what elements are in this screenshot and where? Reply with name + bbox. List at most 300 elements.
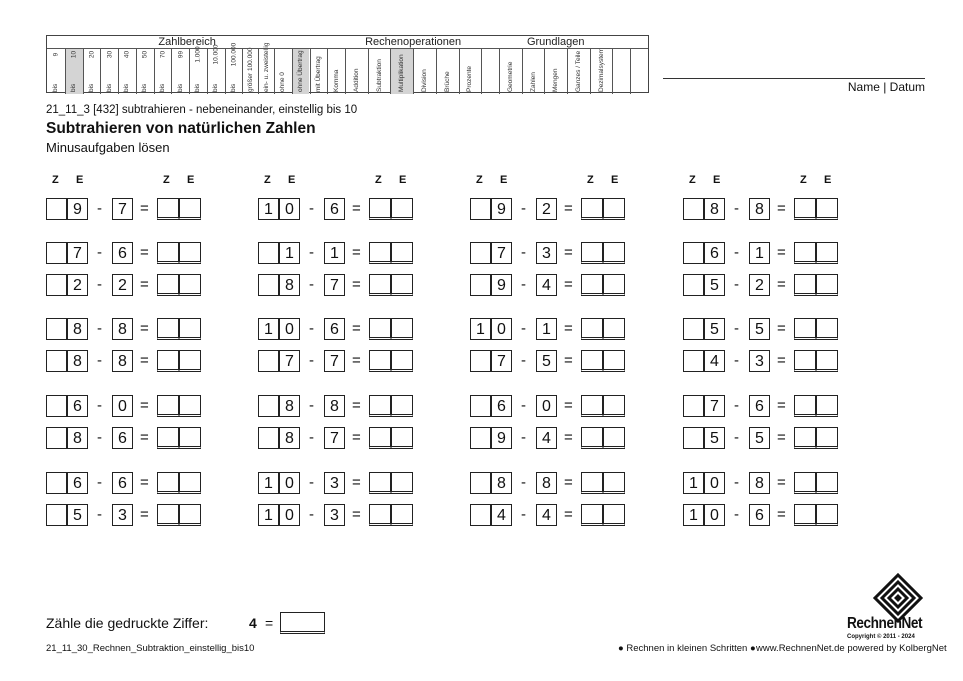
answer-tens-box[interactable] <box>794 242 816 264</box>
answer-ones-box[interactable] <box>816 318 838 340</box>
equals-sign: = <box>140 506 149 523</box>
answer-tens-box[interactable] <box>581 318 603 340</box>
subtrahend-box: 5 <box>536 350 557 372</box>
subtraction-exercise <box>470 242 630 266</box>
subtraction-exercise <box>470 318 630 342</box>
answer-tens-box[interactable] <box>157 274 179 296</box>
minuend-ones-box: 4 <box>491 504 512 526</box>
subtraction-exercise <box>683 350 843 374</box>
answer-tens-box[interactable] <box>157 395 179 417</box>
minuend-ones-box: 8 <box>491 472 512 494</box>
minuend-ones-box: 7 <box>67 242 88 264</box>
minuend-ones-box: 6 <box>67 472 88 494</box>
subtraction-exercise <box>258 504 418 528</box>
range-prefix: bis <box>87 83 95 92</box>
minuend-ones-box: 9 <box>491 274 512 296</box>
place-value-header: Z <box>264 174 271 186</box>
subtrahend-box: 0 <box>112 395 133 417</box>
worksheet-title: Subtrahieren von natürlichen Zahlen <box>46 120 316 137</box>
minus-sign: - <box>521 506 526 523</box>
subtrahend-box: 2 <box>536 198 557 220</box>
answer-tens-box[interactable] <box>794 427 816 449</box>
minuend-ones-box: 8 <box>279 395 300 417</box>
minuend-tens-box <box>46 198 67 220</box>
category-label: Dezimalsystem <box>597 47 605 92</box>
classification-column <box>413 48 436 94</box>
subtrahend-box: 5 <box>749 427 770 449</box>
classification-column <box>225 42 243 94</box>
range-prefix: bis <box>212 83 220 92</box>
subtrahend-box: 2 <box>749 274 770 296</box>
range-prefix: bis <box>123 83 131 92</box>
classification-column <box>171 48 189 94</box>
equals-sign: = <box>777 506 786 523</box>
place-value-header: Z <box>476 174 483 186</box>
minuend-ones-box: 8 <box>279 427 300 449</box>
minuend-ones-box: 5 <box>704 427 725 449</box>
answer-ones-box[interactable] <box>816 395 838 417</box>
minuend-ones-box: 0 <box>704 472 725 494</box>
group-header: Zahlbereich <box>158 36 216 48</box>
answer-ones-box[interactable] <box>603 242 625 264</box>
minuend-ones-box: 6 <box>704 242 725 264</box>
classification-column <box>100 48 118 94</box>
equals-sign: = <box>564 506 573 523</box>
answer-ones-box[interactable] <box>391 274 413 296</box>
subtraction-exercise <box>46 395 206 419</box>
minuend-tens-box <box>683 427 704 449</box>
subtrahend-box: 4 <box>536 504 557 526</box>
equals-sign: = <box>352 244 361 261</box>
subtraction-exercise <box>258 350 418 374</box>
subtrahend-box: 8 <box>536 472 557 494</box>
answer-ones-box[interactable] <box>391 395 413 417</box>
subtrahend-box: 3 <box>324 504 345 526</box>
answer-ones-box[interactable] <box>603 427 625 449</box>
count-label: Zähle die gedruckte Ziffer: <box>46 615 209 631</box>
subtrahend-box: 4 <box>536 427 557 449</box>
minus-sign: - <box>97 200 102 217</box>
answer-tens-box[interactable] <box>794 350 816 372</box>
answer-ones-box[interactable] <box>816 198 838 220</box>
equals-sign: = <box>777 200 786 217</box>
answer-ones-box[interactable] <box>603 318 625 340</box>
category-label: ohne Übertrag <box>297 50 305 92</box>
range-prefix: bis <box>176 83 184 92</box>
place-value-header: Z <box>800 174 807 186</box>
classification-column <box>567 48 590 94</box>
answer-tens-box[interactable] <box>369 274 391 296</box>
subtraction-exercise <box>683 198 843 222</box>
equals-sign: = <box>352 352 361 369</box>
answer-ones-box[interactable] <box>179 318 201 340</box>
answer-ones-box[interactable] <box>391 350 413 372</box>
answer-ones-box[interactable] <box>391 427 413 449</box>
subtrahend-box: 5 <box>749 318 770 340</box>
classification-column <box>154 48 172 94</box>
answer-ones-box[interactable] <box>391 198 413 220</box>
minuend-ones-box: 7 <box>704 395 725 417</box>
subtraction-exercise <box>470 395 630 419</box>
classification-column <box>612 48 630 94</box>
subtrahend-box: 1 <box>536 318 557 340</box>
minuend-ones-box: 9 <box>491 427 512 449</box>
subtrahend-box: 6 <box>749 504 770 526</box>
subtraction-exercise <box>46 350 206 374</box>
place-value-header: Z <box>163 174 170 186</box>
classification-column <box>345 48 368 94</box>
minuend-tens-box <box>683 274 704 296</box>
minuend-tens-box <box>470 395 491 417</box>
classification-column <box>544 48 567 94</box>
minuend-ones-box: 5 <box>704 274 725 296</box>
answer-ones-box[interactable] <box>816 472 838 494</box>
footer-site: www.RechnenNet.de powered by KolbergNet <box>756 643 947 654</box>
answer-ones-box[interactable] <box>179 504 201 526</box>
answer-ones-box[interactable] <box>816 350 838 372</box>
answer-ones-box[interactable] <box>816 242 838 264</box>
subtrahend-box: 8 <box>749 198 770 220</box>
minus-sign: - <box>309 397 314 414</box>
subtraction-exercise <box>683 274 843 298</box>
minus-sign: - <box>309 200 314 217</box>
category-label: ein- u. zweistellig <box>262 42 270 92</box>
category-label: Komma <box>332 69 340 92</box>
minus-sign: - <box>309 474 314 491</box>
category-label: Division <box>420 69 428 92</box>
subtraction-exercise <box>683 472 843 496</box>
minuend-tens-box <box>258 395 279 417</box>
subtrahend-box: 1 <box>749 242 770 264</box>
answer-tens-box[interactable] <box>369 504 391 526</box>
minus-sign: - <box>97 320 102 337</box>
classification-column <box>368 48 391 94</box>
answer-tens-box[interactable] <box>581 242 603 264</box>
category-label: Multiplikation <box>398 54 406 92</box>
equals-sign: = <box>564 352 573 369</box>
answer-tens-box[interactable] <box>369 198 391 220</box>
minuend-tens-box <box>470 274 491 296</box>
answer-tens-box[interactable] <box>581 472 603 494</box>
classification-column <box>459 48 482 94</box>
place-value-header: E <box>76 174 84 186</box>
count-answer-box[interactable] <box>280 612 325 634</box>
answer-tens-box[interactable] <box>369 395 391 417</box>
minus-sign: - <box>521 244 526 261</box>
minus-sign: - <box>734 474 739 491</box>
minus-sign: - <box>734 429 739 446</box>
minus-sign: - <box>521 474 526 491</box>
equals-sign: = <box>564 474 573 491</box>
minuend-tens-box <box>683 395 704 417</box>
category-label: Ganzes / Teile <box>574 50 582 92</box>
brand-name: RechnenNet <box>847 615 923 632</box>
answer-ones-box[interactable] <box>179 427 201 449</box>
minuend-tens-box: 1 <box>470 318 491 340</box>
minuend-ones-box: 5 <box>67 504 88 526</box>
equals-sign: = <box>564 276 573 293</box>
answer-ones-box[interactable] <box>391 472 413 494</box>
answer-tens-box[interactable] <box>581 395 603 417</box>
answer-tens-box[interactable] <box>369 427 391 449</box>
answer-ones-box[interactable] <box>179 350 201 372</box>
minuend-tens-box <box>470 427 491 449</box>
range-value: 9 <box>52 52 60 57</box>
answer-ones-box[interactable] <box>391 242 413 264</box>
minuend-ones-box: 9 <box>67 198 88 220</box>
subtrahend-box: 3 <box>749 350 770 372</box>
subtraction-exercise <box>683 242 843 266</box>
answer-tens-box[interactable] <box>157 427 179 449</box>
range-value: 50 <box>141 50 149 59</box>
classification-column <box>522 48 545 94</box>
subtrahend-box: 7 <box>324 350 345 372</box>
subtraction-exercise <box>258 242 418 266</box>
answer-tens-box[interactable] <box>369 242 391 264</box>
minuend-ones-box: 7 <box>279 350 300 372</box>
minus-sign: - <box>309 244 314 261</box>
subtrahend-box: 8 <box>749 472 770 494</box>
minuend-tens-box <box>46 504 67 526</box>
worksheet-code: 21_11_3 [432] subtrahieren - nebeneinander, einstellig bis 10 <box>46 104 358 116</box>
answer-tens-box[interactable] <box>794 472 816 494</box>
category-label: Zahlen <box>529 72 537 92</box>
classification-column <box>390 48 413 94</box>
equals-sign: = <box>140 429 149 446</box>
place-value-header: Z <box>587 174 594 186</box>
minuend-ones-box: 5 <box>704 318 725 340</box>
answer-ones-box[interactable] <box>603 274 625 296</box>
answer-tens-box[interactable] <box>157 504 179 526</box>
answer-ones-box[interactable] <box>816 504 838 526</box>
subtrahend-box: 3 <box>112 504 133 526</box>
classification-column <box>590 48 613 94</box>
minus-sign: - <box>521 429 526 446</box>
classification-column <box>118 48 136 94</box>
answer-ones-box[interactable] <box>179 274 201 296</box>
answer-tens-box[interactable] <box>581 504 603 526</box>
range-value: 10 <box>70 50 78 59</box>
classification-column <box>630 48 648 94</box>
minuend-tens-box <box>46 472 67 494</box>
range-value: 30 <box>106 50 114 59</box>
subtrahend-box: 3 <box>536 242 557 264</box>
worksheet-subtitle: Minusaufgaben lösen <box>46 140 170 155</box>
minuend-ones-box: 7 <box>491 350 512 372</box>
minuend-tens-box <box>470 350 491 372</box>
subtraction-exercise <box>470 350 630 374</box>
place-value-header: E <box>288 174 296 186</box>
answer-tens-box[interactable] <box>581 198 603 220</box>
minuend-ones-box: 8 <box>67 427 88 449</box>
minuend-ones-box: 6 <box>67 395 88 417</box>
range-value: 20 <box>88 50 96 59</box>
answer-tens-box[interactable] <box>794 318 816 340</box>
range-prefix: bis <box>230 83 237 92</box>
range-value: 40 <box>123 50 131 59</box>
answer-ones-box[interactable] <box>391 318 413 340</box>
subtraction-exercise <box>258 427 418 451</box>
answer-tens-box[interactable] <box>157 318 179 340</box>
answer-ones-box[interactable] <box>816 274 838 296</box>
answer-ones-box[interactable] <box>603 350 625 372</box>
classification-column <box>189 48 207 94</box>
range-prefix: bis <box>70 83 78 92</box>
equals-sign: = <box>564 397 573 414</box>
subtraction-exercise <box>46 242 206 266</box>
classification-column <box>207 44 225 94</box>
minus-sign: - <box>309 352 314 369</box>
header-divider <box>47 48 648 49</box>
place-value-header: E <box>187 174 195 186</box>
minuend-ones-box: 0 <box>279 472 300 494</box>
copyright: Copyright © 2011 - 2024 <box>847 634 915 640</box>
subtraction-exercise <box>470 198 630 222</box>
minus-sign: - <box>309 429 314 446</box>
minuend-tens-box <box>258 242 279 264</box>
classification-column <box>258 42 274 94</box>
minus-sign: - <box>97 397 102 414</box>
classification-column <box>136 48 154 94</box>
place-value-header: E <box>611 174 619 186</box>
answer-ones-box[interactable] <box>179 198 201 220</box>
minus-sign: - <box>97 429 102 446</box>
subtraction-exercise <box>46 427 206 451</box>
minuend-tens-box: 1 <box>258 472 279 494</box>
count-equals: = <box>265 615 274 631</box>
minuend-ones-box: 8 <box>279 274 300 296</box>
classification-column <box>47 48 65 94</box>
subtrahend-box: 2 <box>112 274 133 296</box>
answer-tens-box[interactable] <box>157 242 179 264</box>
minuend-tens-box: 1 <box>258 318 279 340</box>
answer-tens-box[interactable] <box>157 198 179 220</box>
answer-ones-box[interactable] <box>603 472 625 494</box>
category-label: Mengen <box>552 68 560 92</box>
equals-sign: = <box>564 244 573 261</box>
answer-ones-box[interactable] <box>603 504 625 526</box>
minuend-tens-box <box>46 350 67 372</box>
answer-tens-box[interactable] <box>581 274 603 296</box>
category-label: Prozente <box>466 65 474 92</box>
subtraction-exercise <box>470 504 630 528</box>
minuend-ones-box: 0 <box>704 504 725 526</box>
range-prefix: bis <box>158 83 166 92</box>
equals-sign: = <box>140 200 149 217</box>
place-value-header: E <box>713 174 721 186</box>
subtraction-exercise <box>46 504 206 528</box>
subtrahend-box: 7 <box>324 427 345 449</box>
equals-sign: = <box>352 429 361 446</box>
answer-ones-box[interactable] <box>603 395 625 417</box>
classification-table <box>46 35 649 93</box>
answer-ones-box[interactable] <box>391 504 413 526</box>
minus-sign: - <box>97 474 102 491</box>
minus-sign: - <box>734 244 739 261</box>
answer-ones-box[interactable] <box>603 198 625 220</box>
subtrahend-box: 8 <box>324 395 345 417</box>
minus-sign: - <box>521 320 526 337</box>
subtraction-exercise <box>470 427 630 451</box>
equals-sign: = <box>777 276 786 293</box>
answer-ones-box[interactable] <box>816 427 838 449</box>
category-label: größer 100.000 <box>246 47 254 92</box>
equals-sign: = <box>352 320 361 337</box>
subtraction-exercise <box>258 395 418 419</box>
equals-sign: = <box>564 429 573 446</box>
answer-tens-box[interactable] <box>581 350 603 372</box>
equals-sign: = <box>140 352 149 369</box>
minus-sign: - <box>521 352 526 369</box>
classification-column <box>274 48 292 94</box>
answer-tens-box[interactable] <box>794 198 816 220</box>
subtraction-exercise <box>683 504 843 528</box>
subtraction-exercise <box>470 274 630 298</box>
minuend-tens-box <box>46 395 67 417</box>
minus-sign: - <box>521 200 526 217</box>
answer-ones-box[interactable] <box>179 472 201 494</box>
subtrahend-box: 3 <box>324 472 345 494</box>
answer-tens-box[interactable] <box>794 504 816 526</box>
minuend-tens-box <box>258 274 279 296</box>
subtrahend-box: 6 <box>324 198 345 220</box>
name-date-label: Name | Datum <box>847 80 925 94</box>
answer-ones-box[interactable] <box>179 395 201 417</box>
subtrahend-box: 7 <box>324 274 345 296</box>
category-label: Addition <box>352 68 360 92</box>
answer-tens-box[interactable] <box>794 274 816 296</box>
minus-sign: - <box>97 352 102 369</box>
minuend-ones-box: 8 <box>704 198 725 220</box>
minus-sign: - <box>309 276 314 293</box>
minuend-ones-box: 0 <box>491 318 512 340</box>
category-label: mit Übertrag <box>314 56 322 92</box>
subtraction-exercise <box>258 274 418 298</box>
minuend-tens-box <box>46 427 67 449</box>
range-value: 100.000 <box>230 42 238 67</box>
answer-tens-box[interactable] <box>157 472 179 494</box>
minuend-ones-box: 0 <box>279 504 300 526</box>
equals-sign: = <box>777 429 786 446</box>
equals-sign: = <box>140 397 149 414</box>
answer-tens-box[interactable] <box>157 350 179 372</box>
name-date-line <box>663 78 925 79</box>
minuend-tens-box <box>470 198 491 220</box>
answer-tens-box[interactable] <box>369 318 391 340</box>
answer-ones-box[interactable] <box>179 242 201 264</box>
minuend-tens-box <box>46 318 67 340</box>
minuend-ones-box: 0 <box>279 318 300 340</box>
equals-sign: = <box>777 352 786 369</box>
minuend-tens-box <box>470 472 491 494</box>
minus-sign: - <box>734 200 739 217</box>
minus-sign: - <box>309 320 314 337</box>
classification-column <box>242 48 258 94</box>
equals-sign: = <box>564 200 573 217</box>
range-prefix: bis <box>194 83 202 92</box>
subtrahend-box: 6 <box>324 318 345 340</box>
answer-tens-box[interactable] <box>794 395 816 417</box>
equals-sign: = <box>564 320 573 337</box>
minus-sign: - <box>734 352 739 369</box>
answer-tens-box[interactable] <box>369 472 391 494</box>
subtrahend-box: 6 <box>112 472 133 494</box>
equals-sign: = <box>777 244 786 261</box>
answer-tens-box[interactable] <box>369 350 391 372</box>
answer-tens-box[interactable] <box>581 427 603 449</box>
minuend-tens-box <box>683 350 704 372</box>
subtrahend-box: 8 <box>112 350 133 372</box>
